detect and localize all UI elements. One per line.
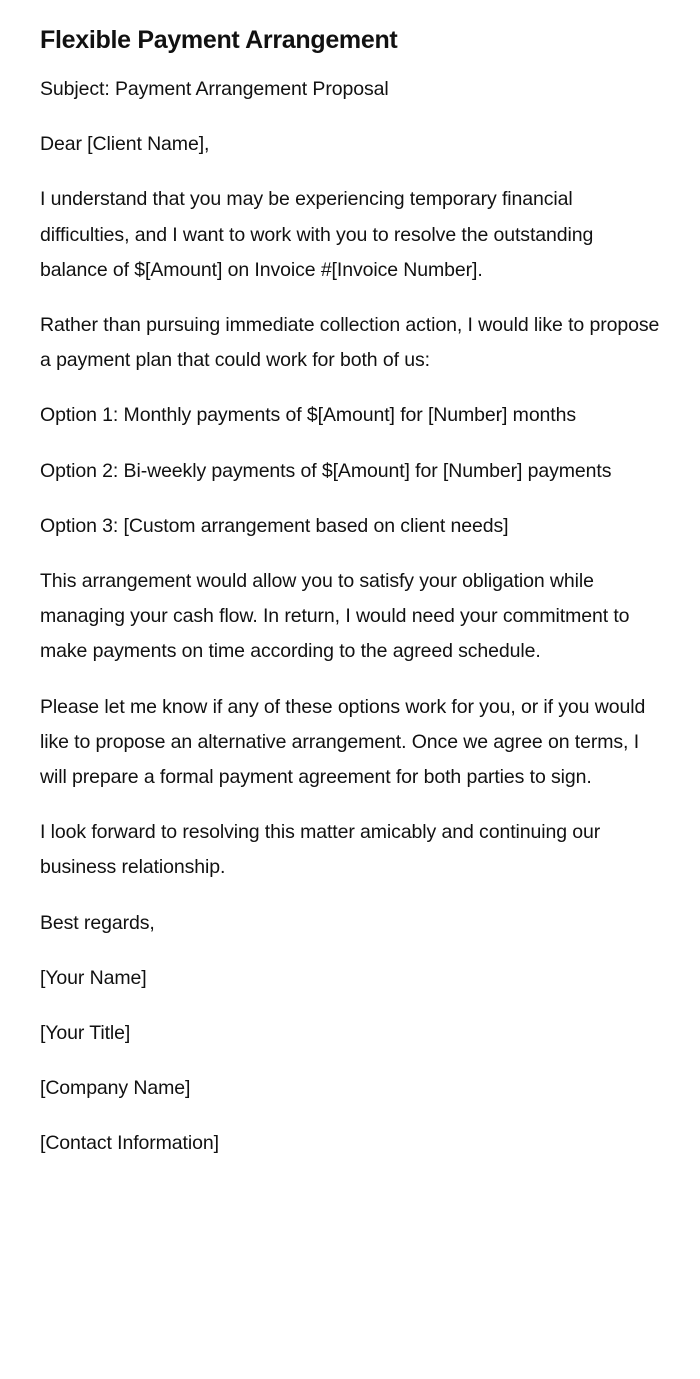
proposal-paragraph: Rather than pursuing immediate collection action, I would like to propose a payment plan that could work for both of us: <box>40 314 660 372</box>
option-2: Option 2: Bi-weekly payments of $[Amount] for [Number] payments <box>40 459 612 482</box>
signature-company: [Company Name] <box>40 1077 191 1100</box>
intro-paragraph: I understand that you may be experiencing temporary financial difficulties, and I want to work with you to resolve the outstanding balance of $[Amount] on Invoice #[Invoice Number]. <box>40 188 594 281</box>
next-steps-paragraph: Please let me know if any of these options work for you, or if you would like to propose an alternative arrangement. Once we agree on terms, I will prepare a formal payment agreement for both parties to sign. <box>40 695 646 789</box>
subject-line: Subject: Payment Arrangement Proposal <box>40 78 389 100</box>
salutation: Dear [Client Name], <box>40 133 210 156</box>
signature-title: [Your Title] <box>40 1022 131 1045</box>
signature-name: [Your Name] <box>40 966 147 989</box>
closing-paragraph: I look forward to resolving this matter amicably and continuing our business relationship. <box>40 821 601 879</box>
signoff: Best regards, <box>40 911 155 934</box>
signature-contact: [Contact Information] <box>40 1132 219 1155</box>
option-3: Option 3: [Custom arrangement based on client needs] <box>40 514 509 537</box>
option-1: Option 1: Monthly payments of $[Amount] for [Number] months <box>40 404 577 427</box>
terms-paragraph: This arrangement would allow you to satisfy your obligation while managing your cash flow. In return, I would need your commitment to make payments on time according to the agreed schedule. <box>40 570 630 663</box>
document-title: Flexible Payment Arrangement <box>40 26 398 54</box>
